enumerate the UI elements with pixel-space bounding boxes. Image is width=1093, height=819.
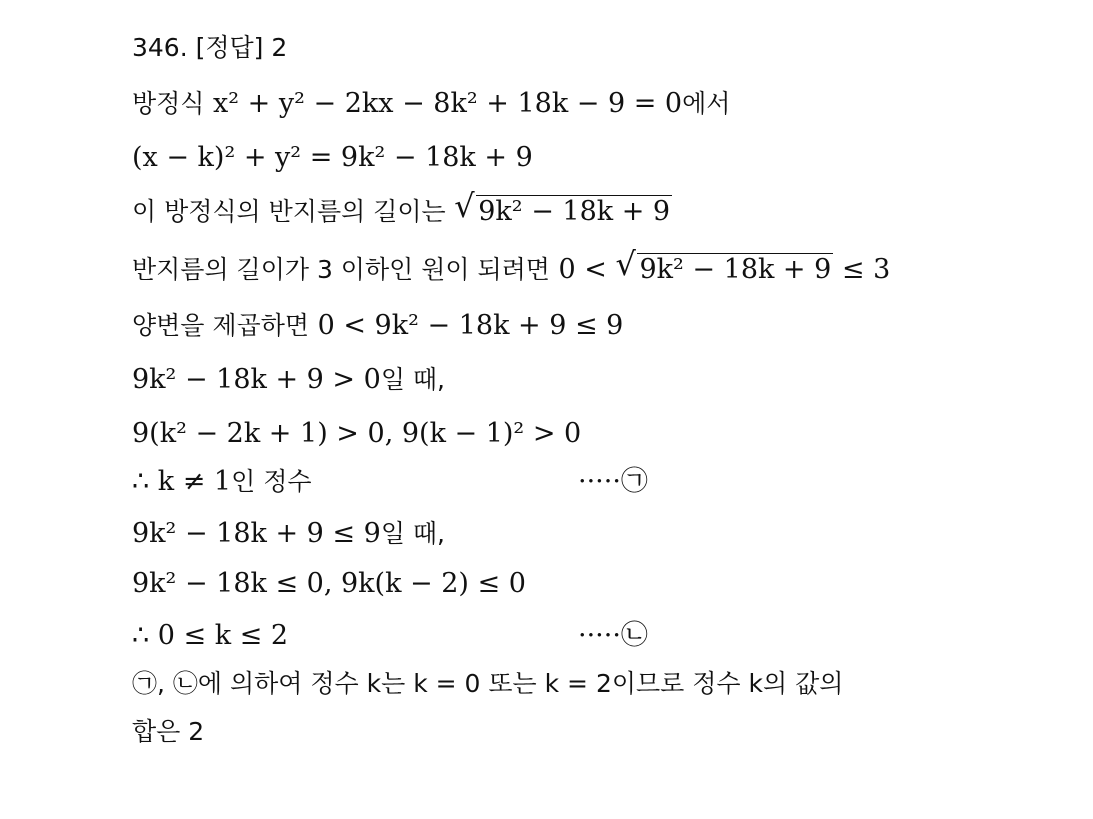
case-1-work: 9(k² − 2k + 1) > 0, 9(k − 1)² > 0 [132,418,582,449]
reference-mark-1: ·····㉠ [578,466,648,497]
radical-sign: √ [454,187,475,225]
case-2-line: 9k² − 18k + 9 ≤ 9일 때, [132,518,446,549]
conclusion-1: ∴ k ≠ 1인 정수 ·····㉠ [132,462,692,502]
reference-mark-2: ·····㉡ [578,620,648,651]
squared-line: 양변을 제곱하면 0 < 9k² − 18k + 9 ≤ 9 [132,310,624,341]
conclusion-2: ∴ 0 ≤ k ≤ 2 ·····㉡ [132,616,692,656]
radius-line: 이 방정식의 반지름의 길이는 √ 9k² − 18k + 9 [132,192,672,232]
answer-heading: 346. [정답] 2 [132,33,288,62]
radical-sign: √ [615,245,636,283]
equation-line-2: (x − k)² + y² = 9k² − 18k + 9 [132,142,533,173]
final-line-1: ㉠, ㉡에 의하여 정수 k는 k = 0 또는 k = 2이므로 정수 k의 값의 [132,669,844,698]
case-2-work: 9k² − 18k ≤ 0, 9k(k − 2) ≤ 0 [132,568,526,599]
condition-line: 반지름의 길이가 3 이하인 원이 되려면 0 < √ 9k² − 18k + 9 ≤ 3 [132,250,890,290]
sqrt-expression: √ 9k² − 18k + 9 [454,187,671,227]
sqrt-expression: √ 9k² − 18k + 9 [615,245,832,285]
equation-line-1: 방정식 x² + y² − 2kx − 8k² + 18k − 9 = 0에서 [132,88,731,119]
final-line-2: 합은 2 [132,717,205,746]
case-1-line: 9k² − 18k + 9 > 0일 때, [132,364,446,395]
